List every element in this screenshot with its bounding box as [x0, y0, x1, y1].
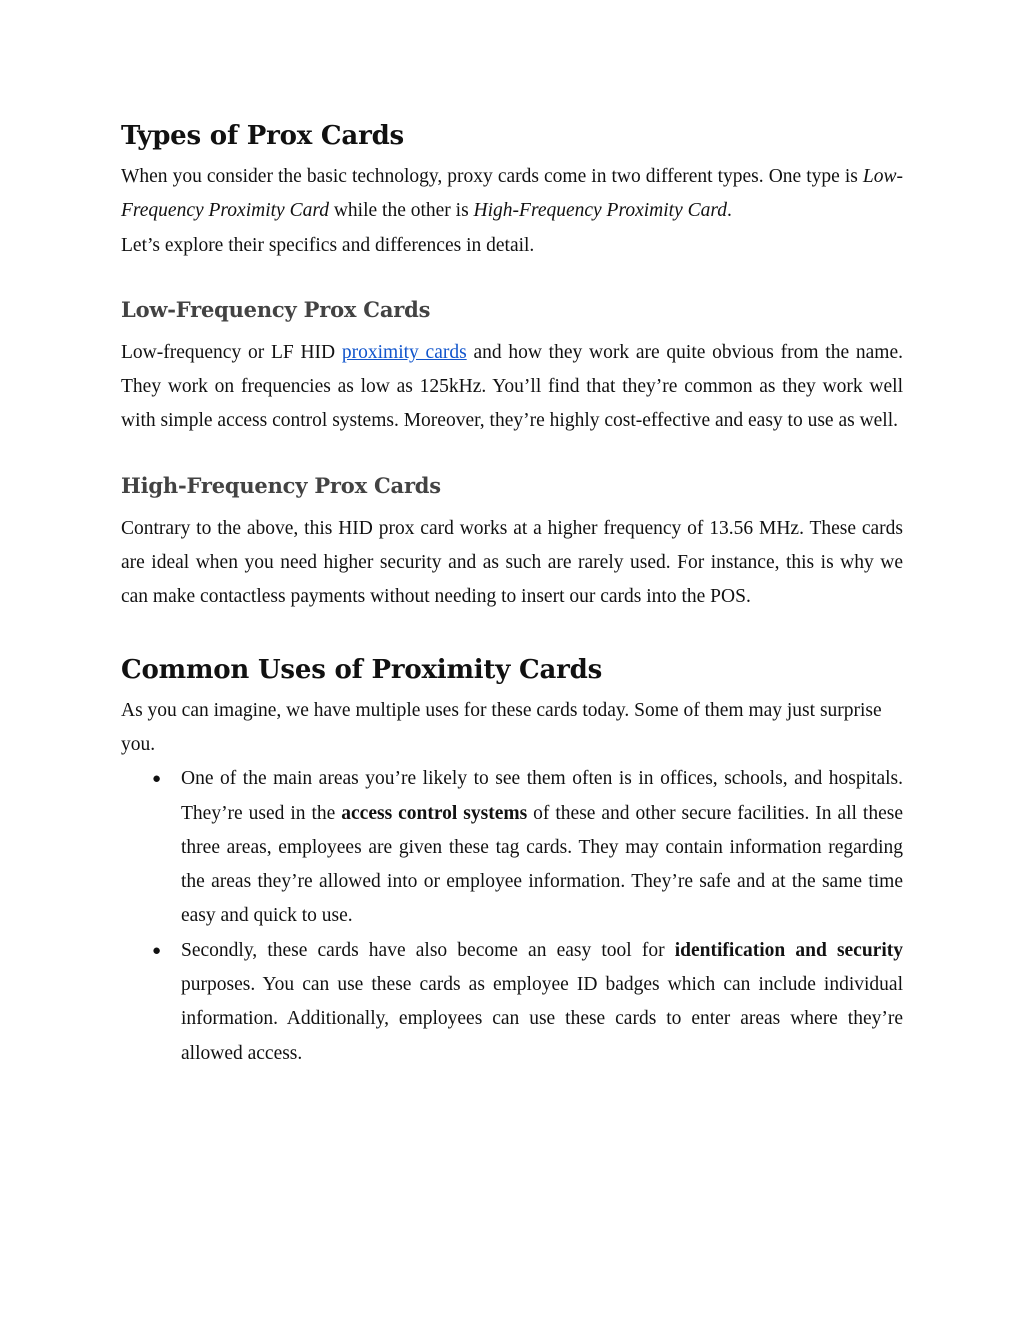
proximity-cards-link[interactable]: proximity cards [341, 341, 467, 363]
text-run: When you consider the basic technology, proxy cards come in two different types. One type is [121, 166, 863, 187]
text-run: while the other is [328, 200, 474, 222]
high-frequency-paragraph: Contrary to the above, this HID prox card works at a higher frequency of 13.56 MHz. These cards are ideal when you need higher security and as such are rarely used. For instance, this is why we can make contactless payments without needing to insert our cards into the POS. [121, 517, 903, 608]
text-run: of these and other secure facilities. In all these three areas, employees are given these tag cards. They may contain information regarding the areas they’re allowed into or employee information. They’re safe and at the same time easy and quick to use. [181, 802, 903, 927]
bold-access-control-systems: access control systems [341, 802, 528, 824]
text-run: and how they work are quite obvious from the name. They work on frequencies as low as 125kHz. You’ll find that they’re common as they work well with simple access control systems. Moreover, they’re highly cost-effective and easy to use as well. [121, 341, 903, 432]
heading-high-frequency: High-Frequency Prox Cards [121, 472, 441, 498]
bullet-icon: ● [152, 942, 162, 959]
heading-types-of-prox-cards: Types of Prox Cards [121, 121, 404, 151]
document-page [121, 112, 903, 1071]
heading-common-uses: Common Uses of Proximity Cards [121, 654, 603, 685]
bold-identification-and-security: identification and security [674, 939, 904, 961]
text-run: One of the main areas you’re likely to see them often is in offices, schools, and hospitals. They’re used in the [181, 768, 903, 824]
heading-low-frequency: Low-Frequency Prox Cards [121, 296, 431, 322]
bullet-icon: ● [152, 771, 162, 788]
text-run: . [726, 200, 732, 222]
low-frequency-paragraph [121, 336, 903, 439]
types-intro-paragraph [121, 160, 903, 229]
types-explore-paragraph: Let’s explore their specifics and differences in detail. [121, 234, 535, 256]
emphasis-high-frequency: High-Frequency Proximity Card [473, 200, 727, 222]
uses-bullet-list [121, 762, 903, 1071]
emphasis-low-frequency: Low-Frequency Proximity Card [121, 166, 903, 222]
text-run: Low-frequency or LF HID [121, 341, 342, 363]
text-run: purposes. You can use these cards as employee ID badges which can include individual information. Additionally, employees can use these cards to enter areas where they’re allowed access. [181, 974, 903, 1064]
text-run: Secondly, these cards have also become an easy tool for [181, 939, 675, 961]
uses-intro-paragraph: As you can imagine, we have multiple uses for these cards today. Some of them may just surprise you. [121, 699, 882, 755]
list-item [152, 934, 904, 1071]
list-item [152, 762, 903, 933]
